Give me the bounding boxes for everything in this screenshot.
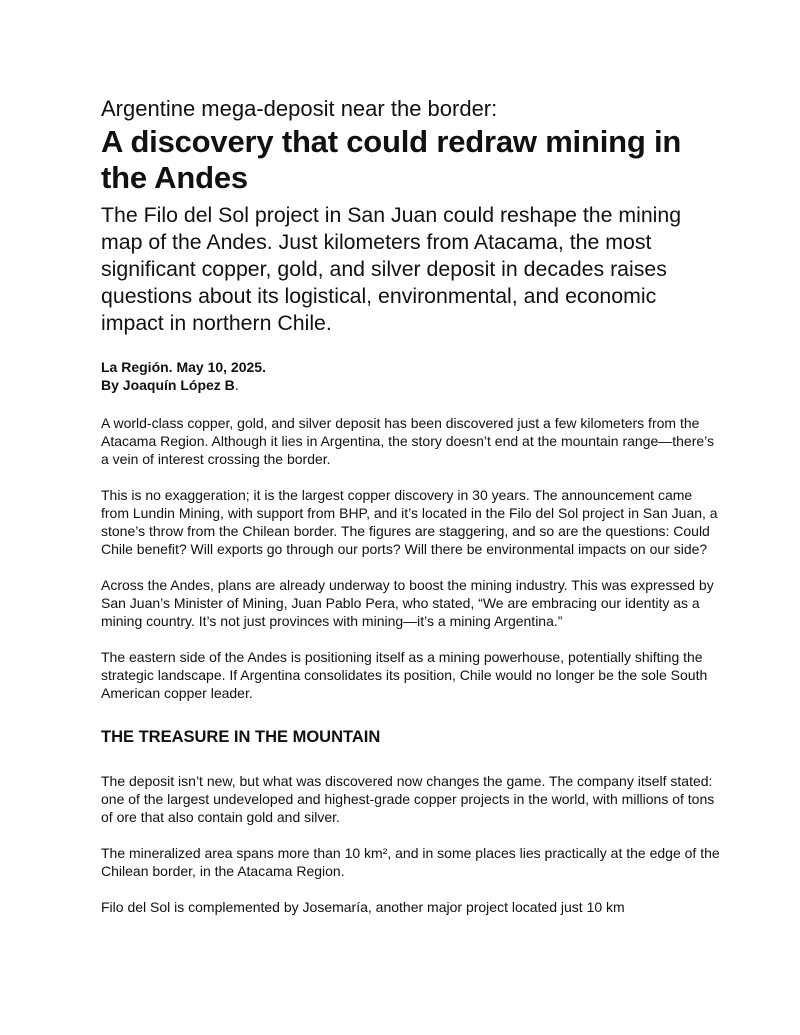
paragraph: Across the Andes, plans are already underway to boost the mining industry. This was expressed by San Juan’s Minister of Mining, Juan Pablo Pera, who stated, “We are embracing our identity as a mining country. It’s not just provinces with mining—it’s a mining Argentina.” [101, 577, 714, 629]
article-headline: A discovery that could redraw mining in the Andes [101, 124, 682, 195]
author-period: . [234, 377, 239, 393]
author-name: By Joaquín López B [101, 377, 235, 393]
author-line [101, 376, 721, 394]
paragraph: The deposit isn’t new, but what was discovered now changes the game. The company itself stated: one of the largest undeveloped and highest-grade copper projects in the world, with millions of tons of ore that also contain gold and silver. [101, 773, 715, 825]
paragraph: This is no exaggeration; it is the largest copper discovery in 30 years. The announcement came from Lundin Mining, with support from BHP, and it’s located in the Filo del Sol project in San Juan, a stone’s throw from the Chilean border. The figures are staggering, and so are the questions: Could Chile benefit? Will exports go through our ports? Will there be environmental impacts on our side? [101, 487, 718, 557]
byline-block [101, 358, 721, 394]
section-heading: THE TREASURE IN THE MOUNTAIN [101, 728, 381, 746]
dateline: La Región. May 10, 2025. [101, 359, 266, 375]
paragraph: Filo del Sol is complemented by Josemaría, another major project located just 10 km [101, 899, 625, 915]
paragraph: The eastern side of the Andes is positioning itself as a mining powerhouse, potentially shifting the strategic landscape. If Argentina consolidates its position, Chile would no longer be the sole South American copper leader. [101, 649, 708, 701]
article [101, 96, 721, 916]
body-section-1 [101, 414, 721, 702]
article-kicker: Argentine mega-deposit near the border: [101, 96, 498, 121]
body-section-2 [101, 772, 721, 916]
paragraph: A world-class copper, gold, and silver deposit has been discovered just a few kilometers from the Atacama Region. Although it lies in Argentina, the story doesn’t end at the mountain range—there’s a vein of interest crossing the border. [101, 415, 715, 467]
article-dek: The Filo del Sol project in San Juan could reshape the mining map of the Andes. Just kilometers from Atacama, the most significant copper, gold, and silver deposit in decades raises questions about its logistical, environmental, and economic impact in northern Chile. [101, 203, 682, 335]
paragraph: The mineralized area spans more than 10 km², and in some places lies practically at the edge of the Chilean border, in the Atacama Region. [101, 845, 720, 879]
